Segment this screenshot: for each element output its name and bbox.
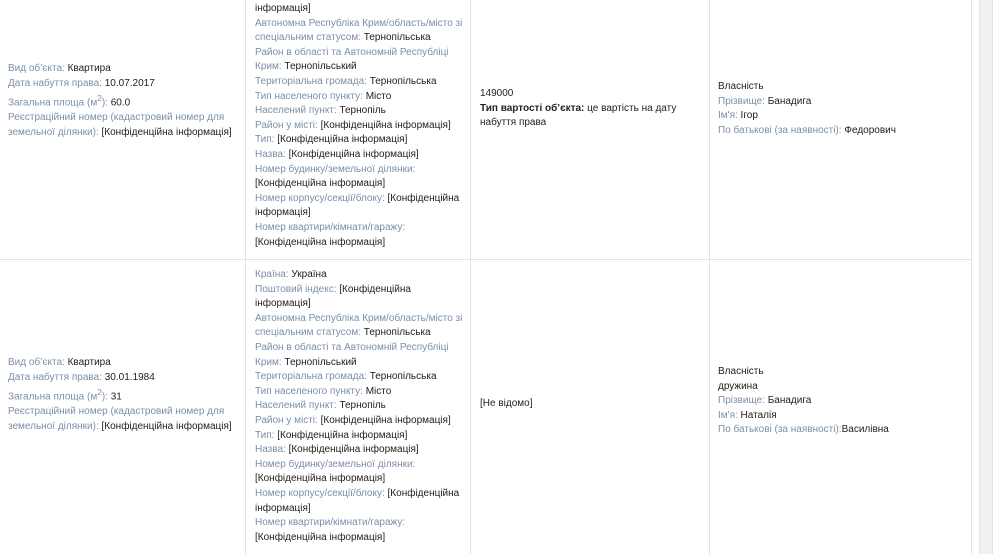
scrollbar-thumb[interactable] bbox=[979, 0, 993, 554]
row2-cost-cell: [Не відомо] bbox=[480, 398, 533, 409]
row2-address-cell: Країна: Україна Поштовий індекс: [Конфіденційна інформація] Автономна Республіка Крим/область/місто зі спеціальним статусом: Тернопільська Район в області та Автономній Республіці Крим: Тернопільський Територіальна громада: Тернопільська Тип населеного пункту: Місто Населений пункт: Тернопіль Район у місті: [Конфіденційна інформація] Тип: [Конфіденційна інформація] Назва: [Конфіденційна інформація] Номер будинку/земельної ділянки: [Конфіденційна інформація] Номер корпусу/секції/блоку: [Конфіденційна інформація] Номер квартири/кімнати/гаражу: [Конфіденційна інформація] bbox=[255, 269, 463, 543]
row-divider bbox=[0, 259, 972, 260]
row2-owner-cell: Власність дружина Прізвище: Банадига Ім'я: Наталія По батькові (за наявності):Василівна bbox=[718, 366, 889, 436]
row1-object-cell: Вид об’єкта: Квартира Дата набуття права: 10.07.2017 Загальна площа $(м^2)$: 60.0 Реєстраційний номер (кадастровий номер для земельної ділянки): [Конфіденційна інформація] bbox=[8, 63, 232, 138]
row1-owner-cell: Власність Прізвище: Банадига Ім'я: Ігор По батькові (за наявності): Федорович bbox=[718, 81, 896, 136]
column-divider bbox=[245, 0, 246, 554]
row1-address-cell: інформація] Автономна Республіка Крим/область/місто зі спеціальним статусом: Тернопільська Район в області та Автономній Республіці Крим: Тернопільський Територіальна громада: Тернопільська Тип населеного пункту: Місто Населений пункт: Тернопіль Район у місті: [Конфіденційна інформація] Тип: [Конфіденційна інформація] Назва: [Конфіденційна інформація] Номер будинку/земельної ділянки: [Конфіденційна інформація] Номер корпусу/секції/блоку: [Конфіденційна інформація] Номер квартири/кімнати/гаражу: [Конфіденційна інформація] bbox=[255, 3, 463, 248]
column-divider bbox=[709, 0, 710, 554]
vertical-scrollbar[interactable] bbox=[972, 0, 1000, 554]
row2-object-cell: Вид об’єкта: Квартира Дата набуття права: 30.01.1984 Загальна площа $(м^2)$: 31 Реєстраційний номер (кадастровий номер для земельної ділянки): [Конфіденційна інформація] bbox=[8, 357, 232, 432]
column-divider bbox=[470, 0, 471, 554]
row1-cost-cell: 149000 Тип вартості об’єкта: це вартість на дату набуття права bbox=[480, 88, 677, 129]
